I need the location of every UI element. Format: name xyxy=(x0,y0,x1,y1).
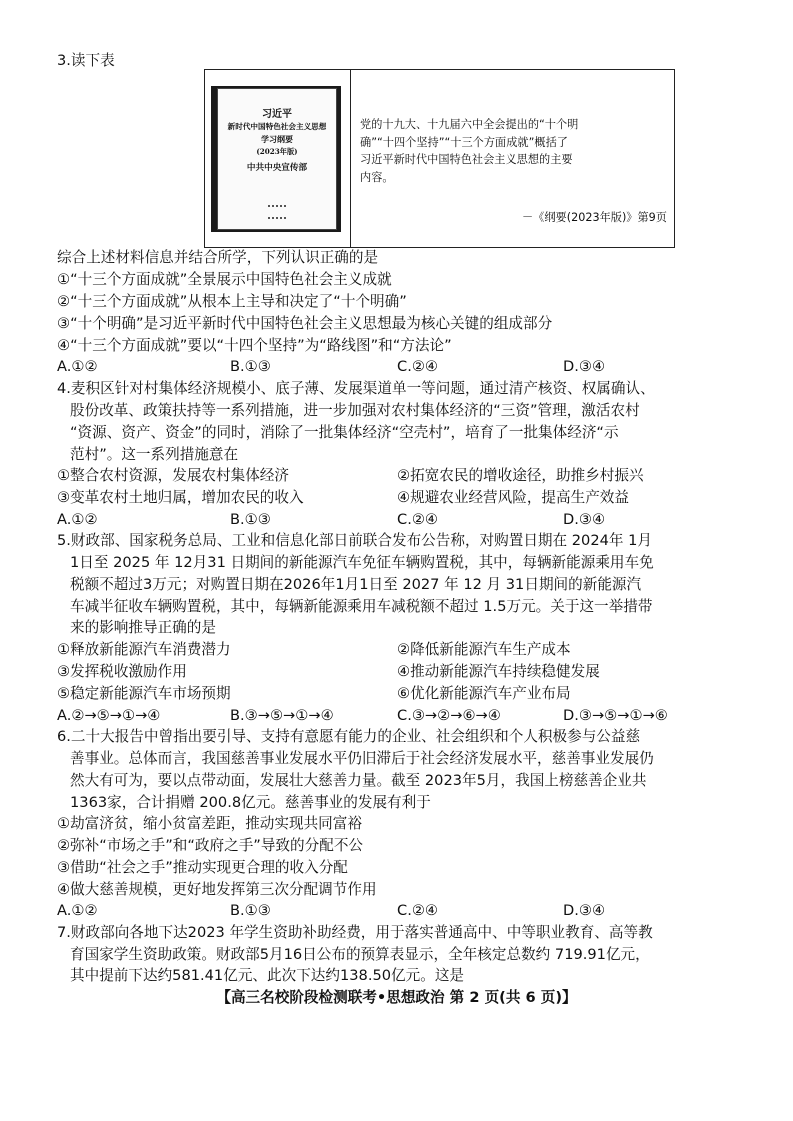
q5-line: 税额不超过3万元；对购置日期在2026年1月1日至 2027 年 12 月 31日期间的新能源汽 xyxy=(70,576,642,593)
q6-item-2: ②弥补“市场之手”和“政府之手”导致的分配不公 xyxy=(57,837,364,854)
q5-option-a[interactable]: A.②→⑤→①→④ xyxy=(57,707,161,724)
q7-line: 育国家学生资助政策。财政部5月16日公布的预算表显示，全年核定总数约 719.91亿元， xyxy=(70,946,650,963)
quote-line: 党的十九大、十九届六中全会提出的“十个明 xyxy=(360,118,579,131)
q4-item-3: ③变革农村土地归属，增加农民的收入 xyxy=(57,489,304,506)
q4-option-c[interactable]: C.②④ xyxy=(397,511,438,528)
quote-source: －《纲要(2023年版)》第9页 xyxy=(521,211,667,224)
q7-line: 其中提前下达约581.41亿元、此次下达约138.50亿元。这是 xyxy=(70,967,465,984)
q3-item-3: ③“十个明确”是习近平新时代中国特色社会主义思想最为核心关键的组成部分 xyxy=(57,315,553,332)
figure-quote xyxy=(360,116,667,224)
q5-item-3: ③发挥税收激励作用 xyxy=(57,663,187,680)
q6-item-3: ③借助“社会之手”推动实现更合理的收入分配 xyxy=(57,859,348,876)
q4-line: “资源、资产、资金”的同时，消除了一批集体经济“空壳村”，培育了一批集体经济“示 xyxy=(70,424,619,441)
q4-option-d[interactable]: D.③④ xyxy=(563,511,606,528)
q5-line: 5.财政部、国家税务总局、工业和信息化部日前联合发布公告称，对购置日期在 2024年 1月 xyxy=(57,532,653,549)
quote-line: 内容。 xyxy=(360,170,394,184)
q3-item-2: ②“十三个方面成就”从根本上主导和决定了“十个明确” xyxy=(57,293,407,310)
q6-item-4: ④做大慈善规模，更好地发挥第三次分配调节作用 xyxy=(57,881,377,898)
q6-option-a[interactable]: A.①② xyxy=(57,902,98,919)
figure-box xyxy=(204,69,675,248)
book-cover-image xyxy=(205,70,350,247)
q4-item-1: ①整合农村资源，发展农村集体经济 xyxy=(57,467,289,484)
q3-option-a[interactable]: A.①② xyxy=(57,358,98,375)
q6-line: 6.二十大报告中曾指出要引导、支持有意愿有能力的企业、社会组织和个人积极参与公益慈 xyxy=(57,728,641,745)
q5-option-d[interactable]: D.③→⑤→①→⑥ xyxy=(563,707,668,724)
book-author: 习近平 xyxy=(262,109,292,120)
q5-line: 车减半征收车辆购置税，其中，每辆新能源乘用车减税额不超过 1.5万元。关于这一举措带 xyxy=(70,598,653,615)
q3-head: 3.读下表 xyxy=(57,52,115,69)
figure-divider xyxy=(350,70,351,247)
book-seal-mark xyxy=(268,205,286,219)
q5-item-1: ①释放新能源汽车消费潜力 xyxy=(57,641,231,658)
q5-item-5: ⑤稳定新能源汽车市场预期 xyxy=(57,685,231,702)
q5-option-c[interactable]: C.③→②→⑥→④ xyxy=(397,707,501,724)
q3-option-d[interactable]: D.③④ xyxy=(563,358,606,375)
page-footer: 【高三名校阶段检测联考•思想政治 第 2 页(共 6 页)】 xyxy=(216,989,577,1006)
quote-line: 习近平新时代中国特色社会主义思想的主要 xyxy=(360,153,573,166)
q6-option-b[interactable]: B.①③ xyxy=(230,902,271,919)
q5-item-2: ②降低新能源汽车生产成本 xyxy=(397,641,571,658)
q3-stem: 综合上述材料信息并结合所学，下列认识正确的是 xyxy=(57,249,379,266)
q7-line: 7.财政部向各地下达2023 年学生资助补助经费，用于落实普通高中、中等职业教育、高等教 xyxy=(57,924,653,941)
book-title-line2: 学习纲要 xyxy=(261,134,293,144)
q6-line: 然大有可为，要以点带动面，发展壮大慈善力量。截至 2023年5月，我国上榜慈善企业共 xyxy=(70,772,647,789)
q5-item-4: ④推动新能源汽车持续稳健发展 xyxy=(397,663,600,680)
q5-option-b[interactable]: B.③→⑤→①→④ xyxy=(230,707,334,724)
q5-line: 1日至 2025 年 12月31 日期间的新能源汽车免征车辆购置税，其中，每辆新能源乘用车免 xyxy=(70,554,654,571)
book-publisher: 中共中央宣传部 xyxy=(246,163,308,173)
q6-option-d[interactable]: D.③④ xyxy=(563,902,606,919)
q6-item-1: ①劫富济贫，缩小贫富差距，推动实现共同富裕 xyxy=(57,815,362,832)
book-title-line1: 新时代中国特色社会主义思想 xyxy=(227,122,327,131)
q3-item-4: ④“十三个方面成就”要以“十四个坚持”为“路线图”和“方法论” xyxy=(57,337,452,354)
q6-line: 1363家，合计捐赠 200.8亿元。慈善事业的发展有利于 xyxy=(70,794,431,811)
q3-item-1: ①“十三个方面成就”全景展示中国特色社会主义成就 xyxy=(57,271,392,288)
book-edition: (2023年版) xyxy=(256,147,298,156)
q4-item-4: ④规避农业经营风险，提高生产效益 xyxy=(397,489,629,506)
q4-option-a[interactable]: A.①② xyxy=(57,511,98,528)
q4-line: 股份改革、政策扶持等一系列措施，进一步加强对农村集体经济的“三资”管理，激活农村 xyxy=(70,402,640,419)
q4-line: 4.麦积区针对村集体经济规模小、底子薄、发展渠道单一等问题，通过清产核资、权属确认、 xyxy=(57,380,655,397)
q6-option-c[interactable]: C.②④ xyxy=(397,902,438,919)
q3-option-c[interactable]: C.②④ xyxy=(397,358,438,375)
q4-line: 范村”。这一系列措施意在 xyxy=(70,446,239,463)
q4-option-b[interactable]: B.①③ xyxy=(230,511,271,528)
quote-line: 确”“十四个坚持”“十三个方面成就”概括了 xyxy=(360,135,568,149)
q4-item-2: ②拓宽农民的增收途径，助推乡村振兴 xyxy=(397,467,644,484)
book-cover-page xyxy=(217,88,337,230)
q3-option-b[interactable]: B.①③ xyxy=(230,358,271,375)
q6-line: 善事业。总体而言，我国慈善事业发展水平仍旧滞后于社会经济发展水平，慈善事业发展仍 xyxy=(70,750,654,767)
q5-line: 来的影响推导正确的是 xyxy=(70,619,216,636)
q5-item-6: ⑥优化新能源汽车产业布局 xyxy=(397,685,571,702)
